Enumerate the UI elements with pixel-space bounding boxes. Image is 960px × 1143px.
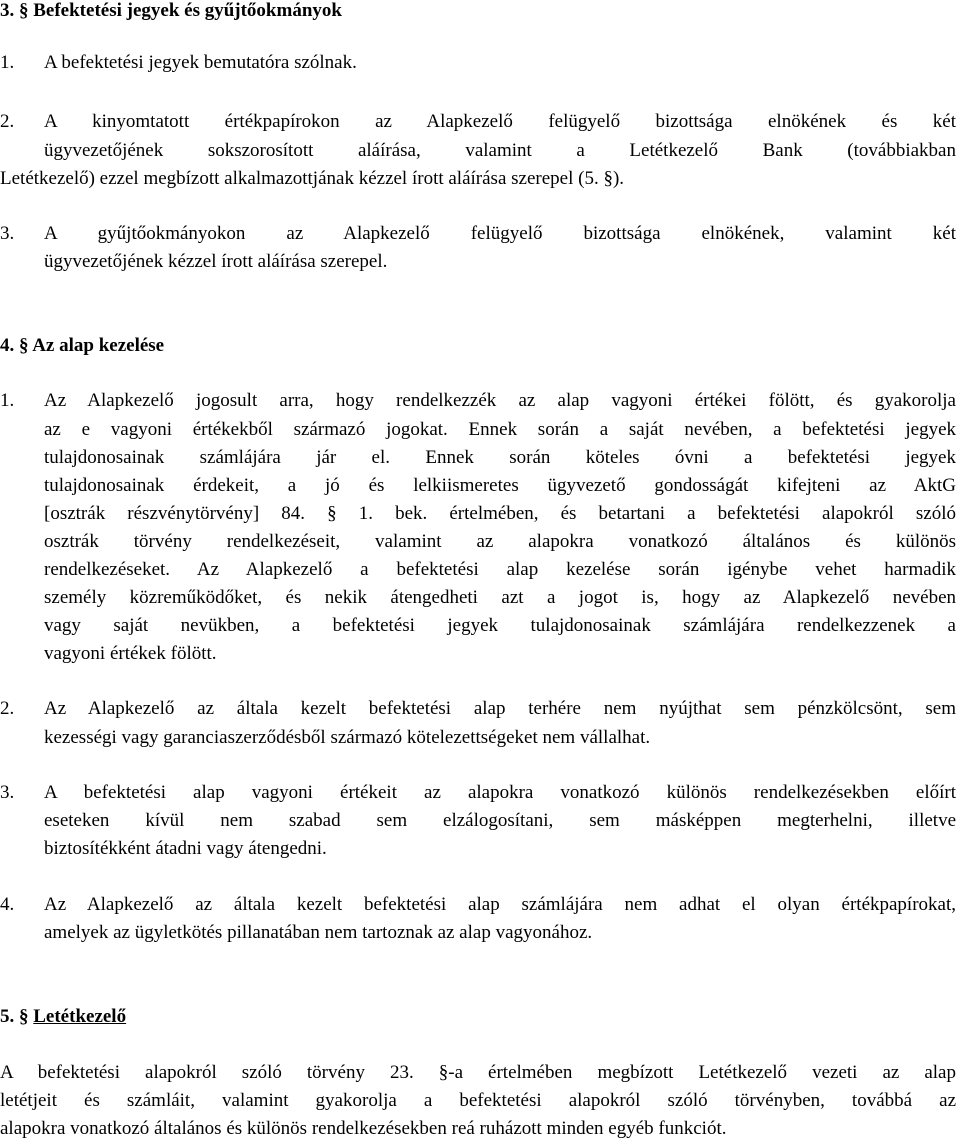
s5-line: A befektetési alapokról szóló törvény 23. §-a értelmében megbízott Letétkezelő vezeti az alap [0,1062,956,1083]
s3-p2-line: ügyvezetőjének sokszorosított aláírása, valamint a Letétkezelő Bank (továbbiakban [44,140,956,161]
s5-line: letétjeit és számláit, valamint gyakorolja a befektetési alapokról szóló törvényben, továbbá az [0,1090,956,1111]
s4-p2-line: Az Alapkezelő az általa kezelt befektetési alap terhére nem nyújthat sem pénzkölcsönt, sem [44,698,956,719]
s4-p1-line: tulajdonosainak érdekeit, a jó és lelkiismeretes ügyvezető gondosságát kifejteni az AktG [44,475,956,496]
s4-p1-line: rendelkezéseket. Az Alapkezelő a befektetési alap kezelése során igénybe vehet harmadik [44,559,956,580]
s4-p3-line: biztosítékként átadni vagy átengedni. [44,838,327,859]
s4-p1-line: személy közreműködőket, és nekik átengedheti azt a jogot is, hogy az Alapkezelő nevében [44,587,956,608]
section-5-heading-title: Letétkezelő [33,1006,127,1027]
s3-p3-line: ügyvezetőjének kézzel írott aláírása szerepel. [44,251,388,272]
section-3-heading: 3. § Befektetési jegyek és gyűjtőokmányok [0,0,342,21]
s4-p3-line: eseteken kívül nem szabad sem elzálogosítani, sem másképpen megterhelni, illetve [44,810,956,831]
s4-p1-line: vagyoni értékek fölött. [44,643,217,664]
section-4-heading: 4. § Az alap kezelése [0,335,165,356]
s4-p3-line: A befektetési alap vagyoni értékeit az alapokra vonatkozó különös rendelkezésekben előírt [44,782,956,803]
s4-p1-line: Az Alapkezelő jogosult arra, hogy rendelkezzék az alap vagyoni értékei fölött, és gyakorolja [44,390,956,411]
s4-p1-line: osztrák törvény rendelkezéseit, valamint az alapokra vonatkozó általános és különös [44,531,956,552]
s4-p2-line: kezességi vagy garanciaszerződésből származó kötelezettségeket nem vállalhat. [44,727,651,748]
s4-p1-number: 1. [0,390,15,411]
s3-p1-number: 1. [0,52,15,73]
s3-p2-line: Letétkezelő) ezzel megbízott alkalmazottjának kézzel írott aláírása szerepel (5. §). [0,168,625,189]
section-5-heading-number: 5. § [0,1006,34,1027]
s4-p4-line: amelyek az ügyletkötés pillanatában nem tartoznak az alap vagyonához. [44,922,593,943]
s3-p2-line: A kinyomtatott értékpapírokon az Alapkezelő felügyelő bizottsága elnökének és két [44,111,956,132]
s4-p3-number: 3. [0,782,15,803]
s4-p1-line: tulajdonosainak számlájára jár el. Ennek során köteles óvni a befektetési jegyek [44,447,956,468]
s4-p1-line: vagy saját nevükben, a befektetési jegyek tulajdonosainak számlájára rendelkezzenek a [44,615,956,636]
s4-p1-line: az e vagyoni értékekből származó jogokat. Ennek során a saját nevében, a befektetési jegyek [44,419,956,440]
s3-p3-line: A gyűjtőokmányokon az Alapkezelő felügyelő bizottsága elnökének, valamint két [44,223,956,244]
s3-p2-number: 2. [0,111,15,132]
s4-p4-number: 4. [0,894,15,915]
s3-p3-number: 3. [0,223,15,244]
s4-p1-line: [osztrák részvénytörvény] 84. § 1. bek. értelmében, és betartani a befektetési alapokról szóló [44,503,956,524]
s3-p1-line: A befektetési jegyek bemutatóra szólnak. [44,52,357,73]
s4-p4-line: Az Alapkezelő az általa kezelt befektetési alap számlájára nem adhat el olyan értékpapírokat, [44,894,956,915]
s5-line: alapokra vonatkozó általános és különös rendelkezésekben reá ruházott minden egyéb funkciót. [0,1118,727,1139]
s4-p2-number: 2. [0,698,15,719]
section-5-heading [0,1006,126,1028]
